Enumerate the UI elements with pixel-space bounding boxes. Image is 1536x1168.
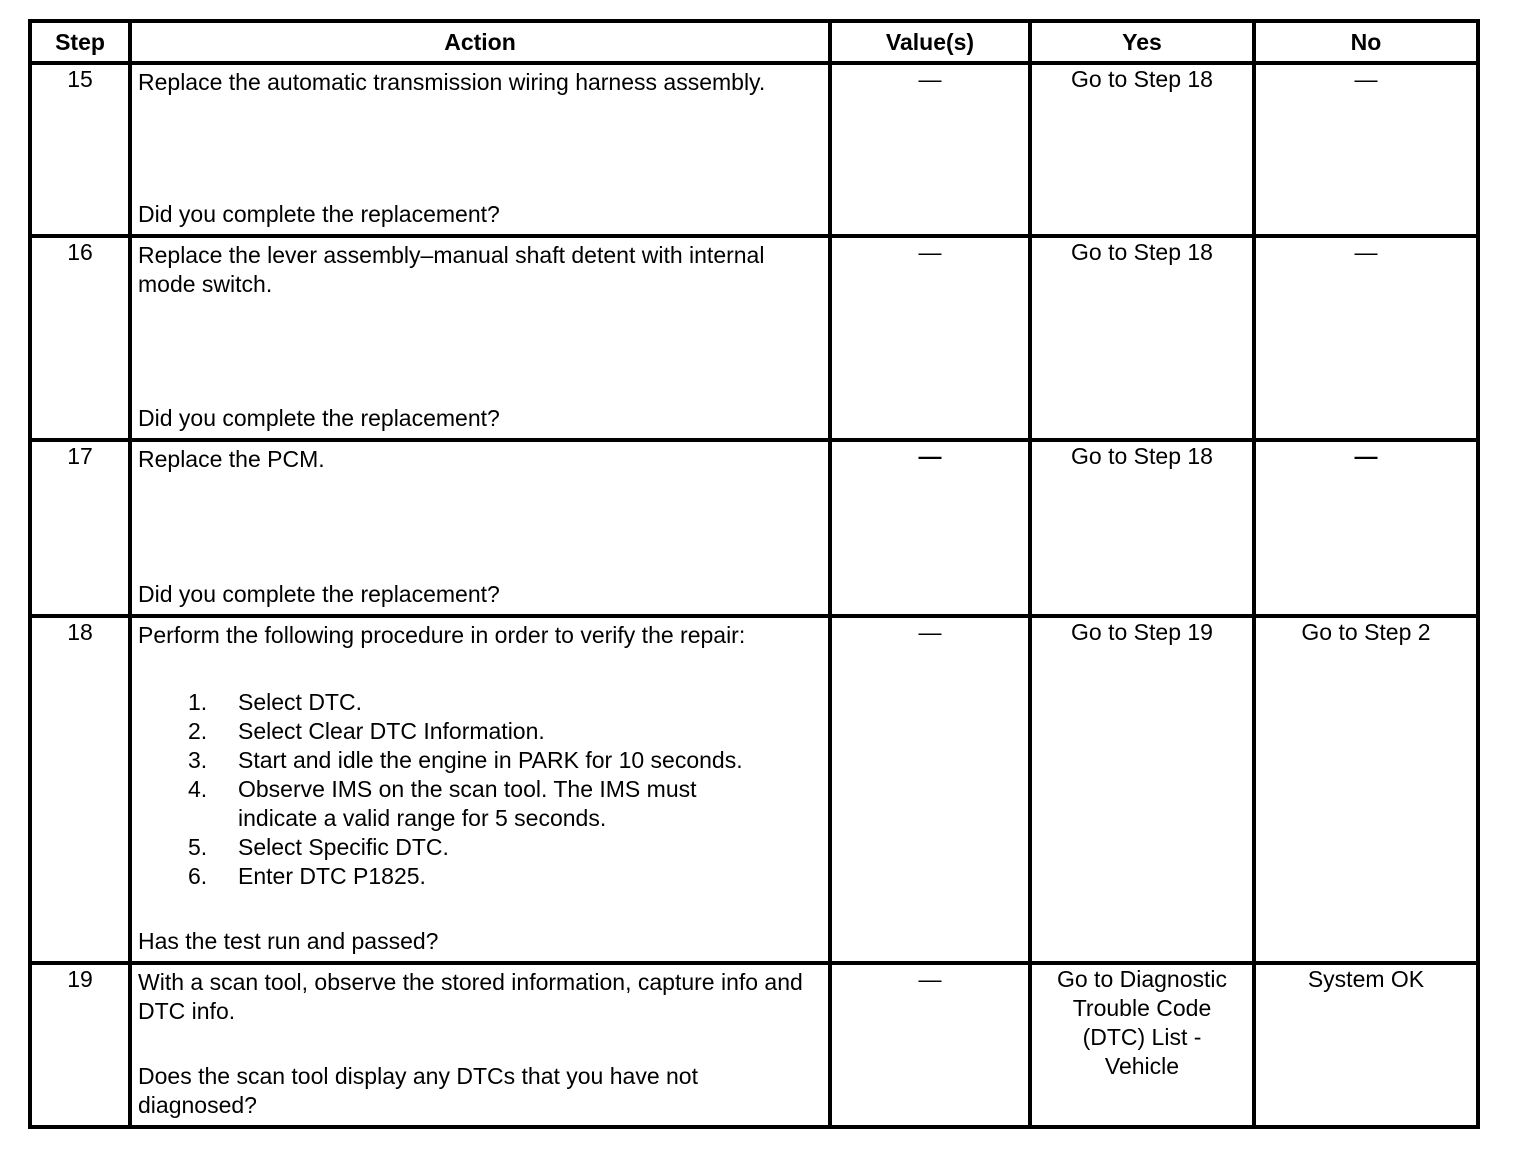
yes-cell <box>1030 236 1254 440</box>
table-row <box>30 616 1478 963</box>
action-cell <box>130 963 830 1127</box>
header-no: No <box>1254 21 1478 63</box>
action-cell <box>130 616 830 963</box>
list-item: 5. Select Specific DTC. <box>188 834 449 860</box>
no-result: — <box>1354 66 1378 92</box>
step-number: 19 <box>30 963 130 1127</box>
diagnostic-table <box>28 19 1480 1129</box>
yes-result: Go to Diagnostic Trouble Code (DTC) List - Vehicle <box>1056 966 1228 1079</box>
action-question: Did you complete the replacement? <box>138 405 500 431</box>
step-number: 16 <box>30 236 130 440</box>
header-step: Step <box>30 21 130 63</box>
table-row <box>30 63 1478 236</box>
action-cell <box>130 440 830 616</box>
action-question: Did you complete the replacement? <box>138 581 500 607</box>
list-item: 6. Enter DTC P1825. <box>188 863 426 889</box>
list-item: 1. Select DTC. <box>188 689 362 715</box>
yes-cell <box>1030 63 1254 236</box>
yes-result: Go to Step 19 <box>1071 619 1213 645</box>
procedure-list <box>138 688 820 891</box>
value-cell: — <box>830 236 1030 440</box>
no-cell <box>1254 63 1478 236</box>
header-values: Value(s) <box>830 21 1030 63</box>
step-number: 15 <box>30 63 130 236</box>
action-text: Replace the automatic transmission wiring harness assembly. <box>138 69 766 95</box>
yes-result: Go to Step 18 <box>1071 443 1213 469</box>
yes-result: Go to Step 18 <box>1071 66 1213 92</box>
list-item: 2. Select Clear DTC Information. <box>188 718 545 744</box>
step-number: 18 <box>30 616 130 963</box>
action-question: Did you complete the replacement? <box>138 201 500 227</box>
no-cell <box>1254 963 1478 1127</box>
table-row <box>30 236 1478 440</box>
action-question: Has the test run and passed? <box>138 928 439 954</box>
no-cell <box>1254 616 1478 963</box>
header-row <box>30 21 1478 63</box>
value-cell: — <box>830 440 1030 616</box>
action-question: Does the scan tool display any DTCs that you have not diagnosed? <box>138 1063 698 1118</box>
header-action: Action <box>130 21 830 63</box>
list-item: 3. Start and idle the engine in PARK for 10 seconds. <box>188 747 743 773</box>
list-item: 4. Observe IMS on the scan tool. The IMS must indicate a valid range for 5 seconds. <box>188 776 697 831</box>
step-number: 17 <box>30 440 130 616</box>
action-cell <box>130 236 830 440</box>
action-text: Replace the PCM. <box>138 446 325 472</box>
table-row <box>30 440 1478 616</box>
no-cell <box>1254 440 1478 616</box>
no-result: System OK <box>1307 966 1425 992</box>
yes-cell <box>1030 440 1254 616</box>
action-text: Replace the lever assembly–manual shaft detent with internal mode switch. <box>138 242 765 297</box>
no-result: — <box>1354 443 1378 469</box>
action-text: Perform the following procedure in order to verify the repair: <box>138 622 746 648</box>
no-cell <box>1254 236 1478 440</box>
table-row <box>30 963 1478 1127</box>
value-cell: — <box>830 963 1030 1127</box>
value-cell: — <box>830 63 1030 236</box>
action-text: With a scan tool, observe the stored information, capture info and DTC info. <box>138 969 803 1024</box>
header-yes: Yes <box>1030 21 1254 63</box>
value-cell: — <box>830 616 1030 963</box>
yes-cell <box>1030 963 1254 1127</box>
yes-result: Go to Step 18 <box>1071 239 1213 265</box>
no-result: — <box>1354 239 1378 265</box>
action-cell <box>130 63 830 236</box>
no-result: Go to Step 2 <box>1301 619 1431 645</box>
yes-cell <box>1030 616 1254 963</box>
